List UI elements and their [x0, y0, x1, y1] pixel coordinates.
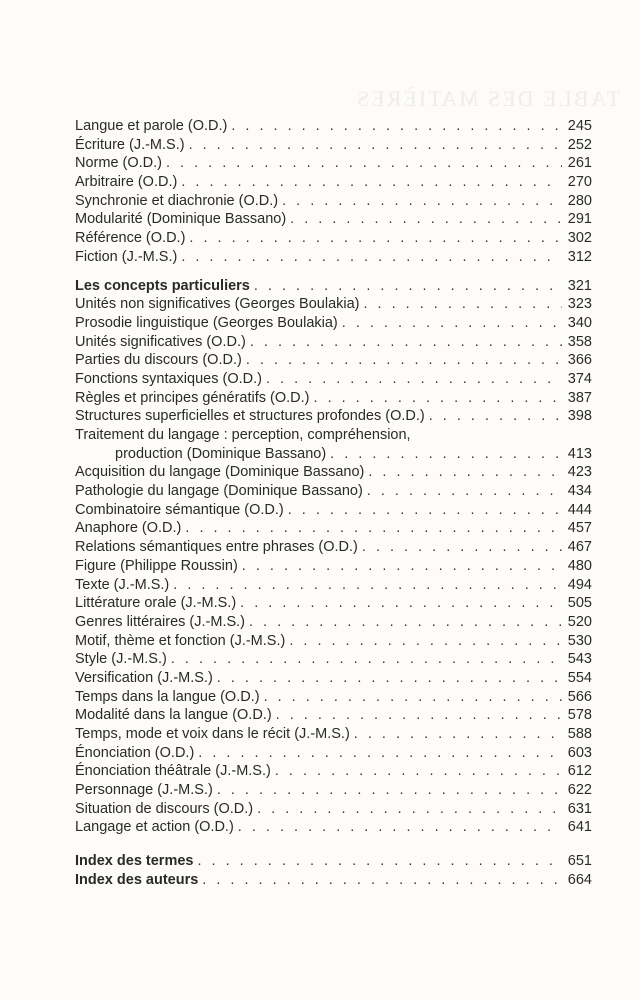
dot-leader	[231, 117, 562, 136]
toc-entry-title: Structures superficielles et structures profondes (O.D.)	[75, 408, 425, 425]
dot-leader	[197, 852, 562, 871]
toc-entry[interactable]	[75, 538, 592, 557]
toc-entry-page: 520	[567, 613, 592, 630]
toc-entry-page: 612	[567, 763, 592, 780]
dot-leader	[314, 389, 562, 408]
toc-entry[interactable]	[75, 229, 592, 248]
toc-entry[interactable]	[75, 192, 592, 211]
toc-entry[interactable]	[75, 154, 592, 173]
toc-entry[interactable]	[75, 594, 592, 613]
dot-leader	[264, 688, 562, 707]
toc-entry[interactable]	[75, 248, 592, 267]
toc-entry-multiline-second[interactable]	[75, 445, 592, 464]
toc-entry-page: 312	[567, 248, 592, 265]
toc-entry-page: 588	[567, 726, 592, 742]
toc-entry-page: 467	[567, 539, 592, 556]
toc-entry-page: 321	[567, 277, 592, 294]
toc-entry-page: 444	[567, 501, 592, 518]
toc-entry-title: Langage et action (O.D.)	[75, 819, 234, 836]
toc-entry[interactable]	[75, 295, 592, 314]
toc-entry[interactable]	[75, 744, 592, 763]
toc-entry-title: Relations sémantiques entre phrases (O.D.)	[75, 539, 358, 556]
toc-entry-page: 413	[567, 445, 592, 462]
toc-entry-page: 252	[567, 136, 592, 153]
toc-entry[interactable]	[75, 482, 592, 501]
toc-entry-title: Modalité dans la langue (O.D.)	[75, 707, 272, 724]
toc-entry-title: Pathologie du langage (Dominique Bassano)	[75, 483, 363, 500]
toc-entry-title: Situation de discours (O.D.)	[75, 800, 254, 817]
toc-entry-title: Énonciation théâtrale (J.-M.S.)	[75, 763, 271, 780]
dot-leader	[368, 463, 562, 482]
dot-leader	[342, 314, 562, 333]
toc-entry[interactable]	[75, 314, 592, 333]
toc-entry-page: 366	[567, 352, 592, 369]
toc-entry-title: Norme (O.D.)	[75, 155, 162, 172]
section-heading-concepts-particuliers[interactable]	[75, 277, 592, 296]
toc-entry[interactable]	[75, 781, 592, 800]
table-of-contents	[75, 117, 592, 890]
toc-entry[interactable]	[75, 669, 592, 688]
toc-entry-title: Anaphore (O.D.)	[75, 520, 182, 537]
toc-entry[interactable]	[75, 852, 592, 871]
toc-entry-title: Unités significatives (O.D.)	[75, 333, 246, 350]
toc-entry-page: 270	[567, 174, 592, 191]
toc-entry[interactable]	[75, 370, 592, 389]
dot-leader	[257, 800, 562, 819]
toc-entry-title: Arbitraire (O.D.)	[75, 174, 178, 191]
dot-leader	[288, 501, 562, 520]
toc-entry-page: 530	[567, 632, 592, 649]
dot-leader	[250, 333, 562, 352]
toc-entry-title: Écriture (J.-M.S.)	[75, 136, 185, 153]
toc-entry-page: 554	[567, 669, 592, 686]
toc-entry-page: 603	[567, 744, 592, 761]
toc-entry-page: 323	[567, 296, 592, 313]
toc-entry-page: 494	[567, 576, 592, 593]
toc-entry[interactable]	[75, 463, 592, 482]
bleed-through-heading: TABLE DES MATIÈRES	[355, 86, 621, 111]
dot-leader	[364, 295, 563, 314]
toc-entry-page: 457	[567, 520, 592, 537]
toc-entry-page: 664	[567, 871, 592, 888]
toc-entry[interactable]	[75, 632, 592, 651]
dot-leader	[249, 613, 562, 632]
toc-entry[interactable]	[75, 333, 592, 352]
toc-entry[interactable]	[75, 576, 592, 595]
dot-leader	[289, 632, 562, 651]
toc-group-indexes	[75, 852, 592, 889]
dot-leader	[290, 210, 562, 229]
toc-entry-title: Référence (O.D.)	[75, 230, 186, 247]
toc-entry-page: 622	[567, 782, 592, 799]
dot-leader	[166, 154, 562, 173]
dot-leader	[276, 706, 562, 725]
toc-group-concepts-2	[75, 463, 592, 837]
toc-entry[interactable]	[75, 117, 592, 136]
toc-entry[interactable]	[75, 351, 592, 370]
toc-entry-page: 374	[567, 370, 592, 387]
toc-entry-page: 291	[567, 211, 592, 228]
dot-leader	[254, 277, 562, 296]
dot-leader	[282, 192, 562, 211]
dot-leader	[171, 650, 562, 669]
toc-entry-title: Fiction (J.-M.S.)	[75, 248, 178, 265]
toc-entry[interactable]	[75, 818, 592, 837]
toc-entry-page: 340	[567, 314, 592, 331]
toc-entry-page: 358	[567, 333, 592, 350]
toc-entry-title: Personnage (J.-M.S.)	[75, 782, 213, 799]
toc-entry-title: Figure (Philippe Roussin)	[75, 557, 238, 574]
toc-entry-page: 245	[567, 118, 592, 134]
toc-entry-title: Parties du discours (O.D.)	[75, 352, 242, 369]
dot-leader	[181, 248, 562, 267]
dot-leader	[330, 445, 562, 464]
toc-entry-title: Langue et parole (O.D.)	[75, 118, 228, 134]
section-gap	[75, 837, 592, 852]
dot-leader	[189, 229, 562, 248]
toc-entry-page: 387	[567, 389, 592, 406]
toc-entry[interactable]	[75, 519, 592, 538]
toc-entry[interactable]	[75, 762, 592, 781]
toc-entry[interactable]	[75, 871, 592, 890]
toc-entry-title-continued: production (Dominique Bassano)	[115, 445, 327, 462]
toc-entry-title: Littérature orale (J.-M.S.)	[75, 595, 237, 612]
toc-entry-page: 423	[567, 464, 592, 481]
toc-entry[interactable]	[75, 557, 592, 576]
toc-entry-title: Genres littéraires (J.-M.S.)	[75, 613, 245, 630]
dot-leader	[198, 744, 562, 763]
dot-leader	[362, 538, 562, 557]
toc-entry-title: Prosodie linguistique (Georges Boulakia)	[75, 314, 338, 331]
dot-leader	[185, 519, 562, 538]
toc-entry-title: Texte (J.-M.S.)	[75, 576, 170, 593]
toc-entry-title: Style (J.-M.S.)	[75, 651, 167, 668]
toc-entry-title: Fonctions syntaxiques (O.D.)	[75, 370, 262, 387]
dot-leader	[354, 725, 562, 744]
toc-entry-page: 566	[567, 688, 592, 705]
dot-leader	[173, 576, 562, 595]
toc-entry-title: Unités non significatives (Georges Boulakia)	[75, 296, 360, 313]
toc-entry[interactable]	[75, 407, 592, 426]
toc-entry-page: 434	[567, 483, 592, 500]
toc-entry[interactable]	[75, 173, 592, 192]
toc-entry-title: Modularité (Dominique Bassano)	[75, 211, 287, 228]
toc-entry-title: Index des auteurs	[75, 871, 199, 888]
toc-entry-page: 651	[567, 853, 592, 870]
toc-entry-page: 261	[567, 155, 592, 172]
toc-entry-multiline-first[interactable]	[75, 426, 592, 445]
toc-entry-page: 398	[567, 408, 592, 425]
dot-leader	[189, 136, 562, 155]
toc-entry[interactable]	[75, 501, 592, 520]
toc-group-general	[75, 117, 592, 267]
toc-entry-title: Acquisition du langage (Dominique Bassano)	[75, 464, 365, 481]
dot-leader	[238, 818, 562, 837]
toc-entry-page: 505	[567, 595, 592, 612]
toc-entry-title: Synchronie et diachronie (O.D.)	[75, 192, 279, 209]
toc-entry-title: Traitement du langage : perception, compréhension,	[75, 427, 411, 443]
toc-entry-page: 631	[567, 800, 592, 817]
toc-entry-page: 578	[567, 707, 592, 724]
toc-entry-title: Index des termes	[75, 853, 194, 870]
dot-leader	[217, 669, 562, 688]
toc-entry[interactable]	[75, 613, 592, 632]
toc-entry[interactable]	[75, 136, 592, 155]
toc-entry[interactable]	[75, 800, 592, 819]
toc-entry-page: 480	[567, 557, 592, 574]
toc-entry-title: Temps, mode et voix dans le récit (J.-M.S.)	[75, 726, 350, 742]
dot-leader	[240, 594, 562, 613]
dot-leader	[181, 173, 562, 192]
toc-entry-title: Règles et principes génératifs (O.D.)	[75, 389, 310, 406]
dot-leader	[202, 871, 562, 890]
toc-entry-title: Combinatoire sémantique (O.D.)	[75, 501, 284, 518]
toc-entry-title: Versification (J.-M.S.)	[75, 669, 213, 686]
toc-entry-title: Les concepts particuliers	[75, 277, 250, 294]
dot-leader	[429, 407, 562, 426]
dot-leader	[246, 351, 562, 370]
toc-entry-page: 280	[567, 192, 592, 209]
toc-group-concepts-1	[75, 295, 592, 426]
toc-entry[interactable]	[75, 725, 592, 744]
dot-leader	[217, 781, 562, 800]
toc-entry[interactable]	[75, 706, 592, 725]
toc-entry[interactable]	[75, 650, 592, 669]
dot-leader	[367, 482, 562, 501]
dot-leader	[242, 557, 562, 576]
dot-leader	[266, 370, 562, 389]
section-gap	[75, 267, 592, 277]
toc-entry-page: 543	[567, 651, 592, 668]
toc-entry-page: 641	[567, 819, 592, 836]
toc-entry[interactable]	[75, 389, 592, 408]
toc-entry-page: 302	[567, 230, 592, 247]
toc-entry-title: Motif, thème et fonction (J.-M.S.)	[75, 632, 286, 649]
toc-entry[interactable]	[75, 210, 592, 229]
toc-entry[interactable]	[75, 688, 592, 707]
toc-entry-title: Énonciation (O.D.)	[75, 744, 195, 761]
toc-entry-title: Temps dans la langue (O.D.)	[75, 688, 260, 705]
dot-leader	[275, 762, 562, 781]
